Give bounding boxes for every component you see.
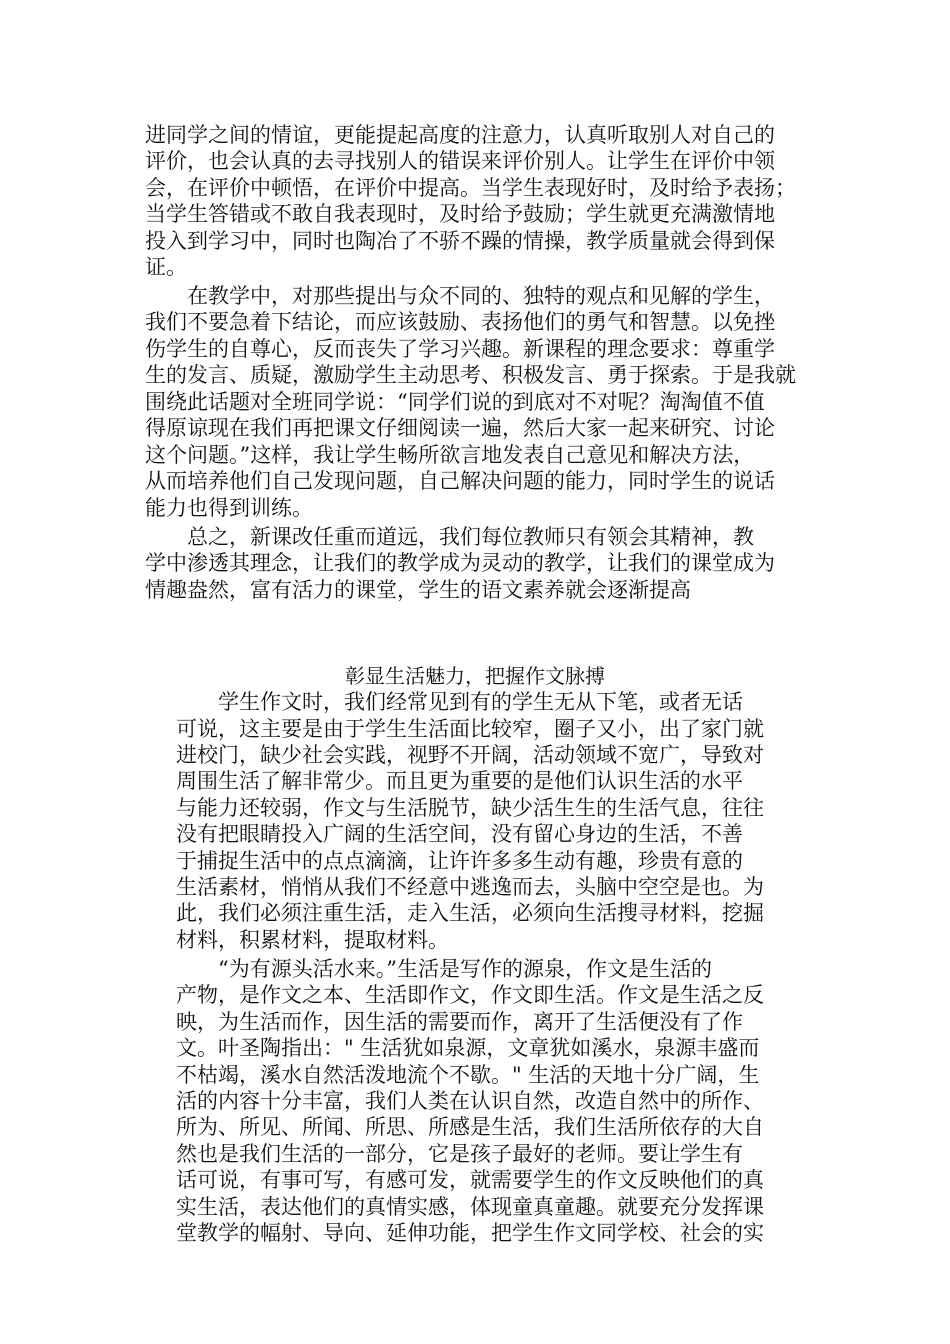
paragraph-line: 生活素材，悄悄从我们不经意中逃逸而去，头脑中空空是也。为	[176, 875, 764, 899]
paragraph-line: 可说，这主要是由于学生生活面比较窄，圈子又小，出了家门就	[176, 717, 764, 741]
paragraph-line: 伤学生的自尊心，反而丧失了学习兴趣。新课程的理念要求：尊重学	[145, 337, 775, 361]
paragraph-line: 证。	[145, 255, 187, 279]
paragraph-line: 生的发言、质疑，激励学生主动思考、积极发言、勇于探索。于是我就	[145, 363, 796, 387]
paragraph-line: 学中渗透其理念，让我们的教学成为灵动的教学，让我们的课堂成为	[145, 551, 775, 575]
paragraph-line: 进校门，缺少社会实践，视野不开阔，活动领域不宽广，导致对	[176, 743, 764, 767]
paragraph-line: 进同学之间的情谊，更能提起高度的注意力，认真听取别人对自己的	[145, 123, 775, 147]
paragraph-line: 没有把眼睛投入广阔的生活空间，没有留心身边的生活，不善	[176, 822, 743, 846]
paragraph-line: 产物，是作文之本、生活即作文，作文即生活。作文是生活之反	[176, 983, 764, 1007]
paragraph-line: 然也是我们生活的一部分，它是孩子最好的老师。要让学生有	[176, 1142, 743, 1166]
paragraph-line: 周围生活了解非常少。而且更为重要的是他们认识生活的水平	[176, 769, 743, 793]
paragraph-line: 话可说，有事可写，有感可发，就需要学生的作文反映他们的真	[176, 1168, 764, 1192]
paragraph-line: 文。叶圣陶指出：" 生活犹如泉源，文章犹如溪水，泉源丰盛而	[176, 1036, 760, 1060]
paragraph-line: 活的内容十分丰富，我们人类在认识自然，改造自然中的所作、	[176, 1089, 764, 1113]
paragraph-line: 实生活，表达他们的真情实感，体现童真童趣。就要充分发挥课	[176, 1195, 764, 1219]
paragraph-line: 评价，也会认真的去寻找别人的错误来评价别人。让学生在评价中领	[145, 149, 775, 173]
paragraph-line: 能力也得到训练。	[145, 496, 313, 520]
paragraph-line: 不枯竭，溪水自然活泼地流个不歇。" 生活的天地十分广阔，生	[176, 1063, 760, 1087]
paragraph-line: “为有源头活水来。”生活是写作的源泉，作文是生活的	[176, 957, 712, 981]
paragraph-line: 映，为生活而作，因生活的需要而作，离开了生活便没有了作	[176, 1010, 743, 1034]
paragraph-line: 与能力还较弱，作文与生活脱节，缺少活生生的生活气息，往往	[176, 796, 764, 820]
paragraph-line: 材料，积累材料，提取材料。	[176, 928, 449, 952]
paragraph-line: 我们不要急着下结论，而应该鼓励、表扬他们的勇气和智慧。以免挫	[145, 310, 775, 334]
article-title: 彰显生活魅力，把握作文脉搏	[345, 664, 605, 688]
paragraph-line: 此，我们必须注重生活，走入生活，必须向生活搜寻材料，挖掘	[176, 901, 764, 925]
paragraph-line: 这个问题。”这样，我让学生畅所欲言地发表自己意见和解决方法，	[145, 443, 755, 467]
paragraph-line: 从而培养他们自己发现问题，自己解决问题的能力，同时学生的说话	[145, 469, 775, 493]
paragraph-line: 总之，新课改任重而道远，我们每位教师只有领会其精神，教	[145, 525, 754, 549]
paragraph-line: 所为、所见、所闻、所思、所感是生活，我们生活所依存的大自	[176, 1115, 764, 1139]
paragraph-line: 学生作文时，我们经常见到有的学生无从下笔，或者无话	[176, 690, 743, 714]
paragraph-line: 在教学中，对那些提出与众不同的、独特的观点和见解的学生，	[145, 284, 775, 308]
paragraph-line: 围绕此话题对全班同学说：“同学们说的到底对不对呢？淘淘值不值	[145, 390, 765, 414]
paragraph-line: 于捕捉生活中的点点滴滴，让许许多多生动有趣，珍贵有意的	[176, 849, 743, 873]
paragraph-line: 当学生答错或不敢自我表现时，及时给予鼓励；学生就更充满激情地	[145, 202, 775, 226]
paragraph-line: 投入到学习中，同时也陶冶了不骄不躁的情操，教学质量就会得到保	[145, 229, 775, 253]
paragraph-line: 得原谅现在我们再把课文仔细阅读一遍，然后大家一起来研究、讨论	[145, 416, 775, 440]
paragraph-line: 会，在评价中顿悟，在评价中提高。当学生表现好时，及时给予表扬；	[145, 176, 796, 200]
paragraph-line: 堂教学的幅射、导向、延伸功能，把学生作文同学校、社会的实	[176, 1221, 764, 1245]
paragraph-line: 情趣盎然，富有活力的课堂，学生的语文素养就会逐渐提高	[145, 578, 691, 602]
